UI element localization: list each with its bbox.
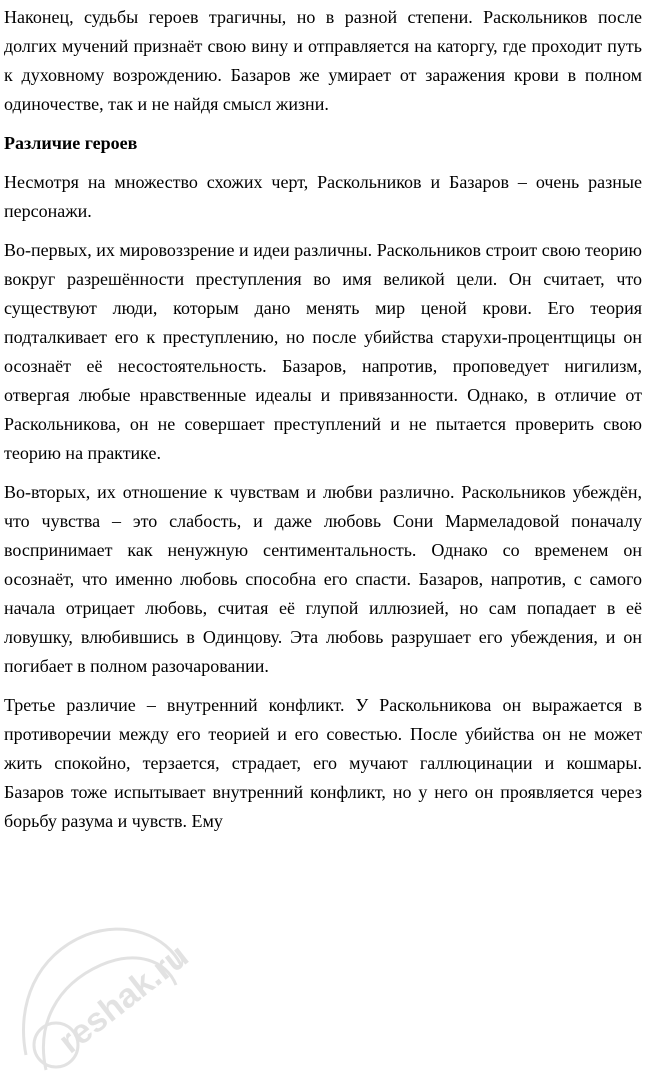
paragraph-intro-differences: Несмотря на множество схожих черт, Раскольников и Базаров – очень разные персонажи. <box>4 172 642 221</box>
watermark-logo <box>6 905 196 1085</box>
section-heading: Различие героев <box>4 133 138 153</box>
document-text <box>4 3 642 846</box>
watermark-text: reshak.ru <box>51 936 196 1061</box>
paragraph-conclusion-fates: Наконец, судьбы героев трагичны, но в разной степени. Раскольников после долгих мучений признаёт свою вину и отправляется на каторгу, где проходит путь к духовному возрождению. Базаров же умирает от заражения крови в полном одиночестве, так и не найдя смысл жизни. <box>4 7 642 114</box>
paragraph-second-difference: Во-вторых, их отношение к чувствам и любви различно. Раскольников убеждён, что чувства – это слабость, и даже любовь Сони Мармеладовой поначалу воспринимает как ненужную сентиментальность. Однако со временем он осознаёт, что именно любовь способна его спасти. Базаров, напротив, с самого начала отрицает любовь, считая её глупой иллюзией, но сам попадает в её ловушку, влюбившись в Одинцову. Эта любовь разрушает его убеждения, и он погибает в полном разочаровании. <box>4 482 642 676</box>
paragraph-first-difference: Во-первых, их мировоззрение и идеи различны. Раскольников строит свою теорию вокруг разрешённости преступления во имя великой цели. Он считает, что существуют люди, которым дано менять мир ценой крови. Его теория подталкивает его к преступлению, но после убийства старухи-процентщицы он осознаёт её несостоятельность. Базаров, напротив, проповедует нигилизм, отвергая любые нравственные идеалы и привязанности. Однако, в отличие от Раскольникова, он не совершает преступлений и не пытается проверить свою теорию на практике. <box>4 240 642 463</box>
paragraph-third-difference: Третье различие – внутренний конфликт. У Раскольникова он выражается в противоречии между его теорией и его совестью. После убийства он не может жить спокойно, терзается, страдает, его мучают галлюцинации и кошмары. Базаров тоже испытывает внутренний конфликт, но у него он проявляется через борьбу разума и чувств. Ему <box>4 695 642 831</box>
